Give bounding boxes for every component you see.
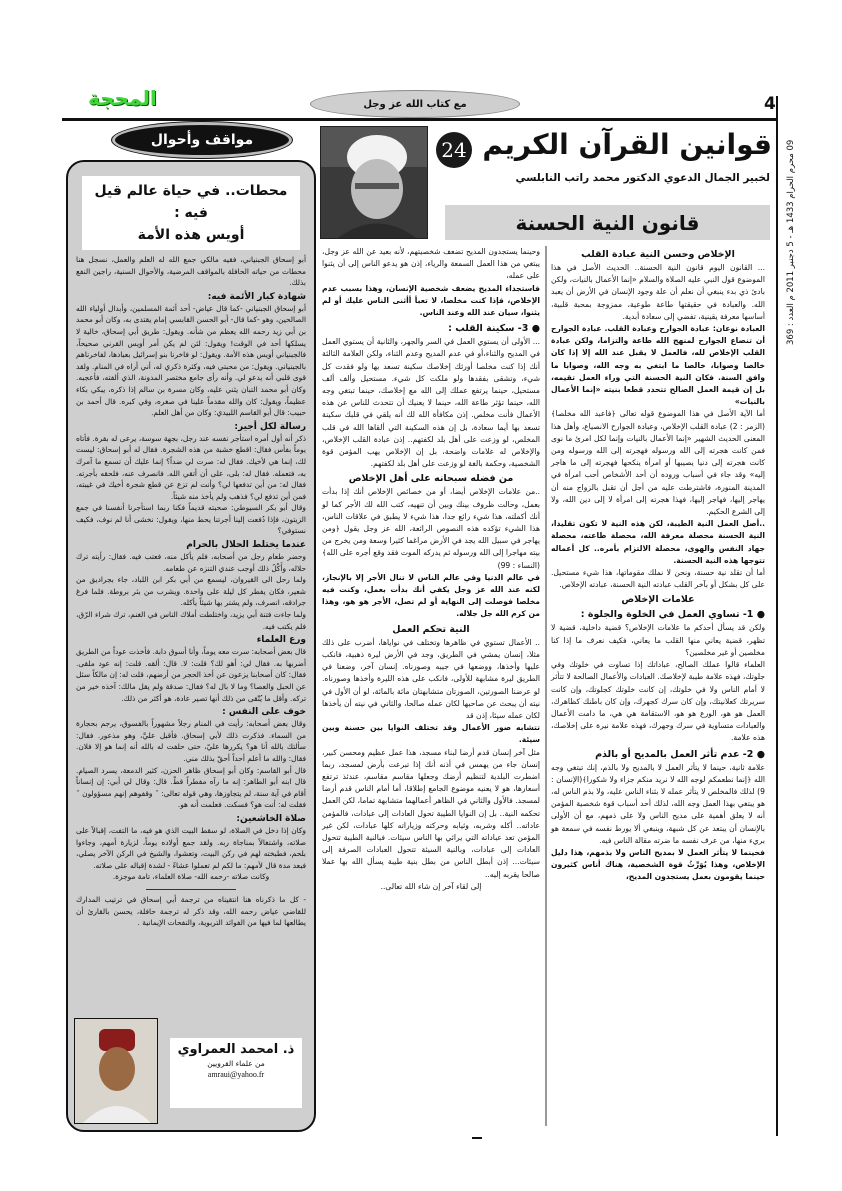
paragraph: ولما رحل الى القيروان، ليسمع من أبي بكر ابن اللباد، جاء بجراديق من شعير، فكان يفطر كل ليلة على واحدة. ويشرب من بئر بروطة. فلما فرغ جرادقه، انصرف، ولم يشتر بها شيئاً يأكله.	[76, 575, 306, 608]
writer-info	[170, 1038, 302, 1108]
paragraph: أبو إسحاق الجبنياني، فقيه مالكي جمع الله له العلم والعمل، نسجل هنا محطات من حياته الحافلة بالمواقف المرضية، والأحوال السنية، راجين النفع بذلك.	[76, 255, 306, 288]
masthead-logo: المحجة	[88, 86, 157, 110]
sidebar-box	[66, 160, 316, 1132]
writer-name: ذ. امحمد العمراوي	[177, 1042, 295, 1057]
portrait-icon	[321, 127, 428, 239]
subheading: عندما يختلط الحلال بالحرام	[186, 540, 306, 551]
series-number-badge: 24	[436, 132, 472, 168]
subheading: رسالة لكل أجير:	[234, 421, 306, 432]
subheading: علامات الإخلاص	[621, 594, 695, 606]
sidebar-subtitle: أويس هذه الأمة	[137, 227, 245, 243]
header-rule	[62, 118, 777, 121]
writer-card	[74, 1018, 302, 1124]
subheading: صلاة الخاشعين:	[236, 813, 306, 824]
end-mark	[472, 1137, 482, 1139]
series-title: قوانين القرآن الكريم	[482, 128, 772, 161]
writer-email[interactable]: amraui@yahoo.fr	[207, 1070, 265, 1079]
sidebar-section-label: مواقف وأحوال	[112, 122, 292, 158]
paragraph: ولكن قد يسأل أحدكم ما علامات الإخلاص؟ قضية داخلية، قضية لا تظهر، قضية يعاني منها القلب ما يعاني، فكيف نعرف ما إذا كنا مخلصين أو غير مخلصين؟	[551, 623, 765, 657]
subheading: الإخلاص وحسن النية عبادة القلب	[581, 249, 735, 260]
section-label: مع كتاب الله عز وجل	[310, 90, 520, 118]
article-title: قانون النية الحسنة	[445, 205, 770, 240]
sidebar-title-box	[82, 176, 300, 250]
paragraph: وحضر طعام رجل من أصحابه، فلم يأكل منه، فعتب فيه. فقال: رأيته ترك حلاله، وأَكْلُ ذلك أوجب عندي التنزه عن طعامه.	[76, 552, 306, 573]
paragraph: أما أن تقلد نية حسنة، ونحن لا نملك مقوماتها، هذا شيء مستحيل. على كل بشكل أو بآخر القلب عبادته النية الحسنة، عبادته الإخلاص.	[551, 568, 765, 590]
portrait-icon	[75, 1019, 158, 1124]
margin-rule	[776, 96, 778, 1136]
subheading: ● 3- سكينة القلب :	[448, 323, 540, 335]
paragraph: ... الأولى أن يستوي العمل في السر والجهر، والثانية أن يستوي العمل في المديح والثناء،أو في عدم المديح وعدم الثناء، ولكن العلامة الثالثة أنك إذا كنت مخلصا أورثك إخلاصك سكينة تسعد بها ولو فقدت كل شيء، وتشقى بفقدها ولو ملكت كل شيء. مستحيل وألف ألف مستحيل، حينما يرتفع عملك إلى الله مع إخلاصك، حينما تبتغي وجه الله، حينما تؤثر طاعة الله، حينما لا يعنيك أن تتحدث للناس عن هذه الأعمال فأنت مخلص. إذن مكافأة الله لك أنه يلقي في قلبك سكينة تسعد بها أيما سعادة، بل إن هذه السكينة التي ألقاها الله في قلب المخلص، لو وزعت على أهل بلد لكفتهم.. إذن عبادة القلب الإخلاص، والإخلاص له علامات واضحة، بل إن الإخلاص يهب المؤمن قوة الشخصية، وحكمة بالغة لو وزعت على أهل بلد لكفتهم.	[322, 337, 540, 469]
paragraph: فاستجداء المديح يضعف شخصية الإنسان، وهذا بسبب عدم الإخلاص، فإذا كنت مخلصا، لا تعبأ أأثنى الناس عليك أو لم يثنوا، سيان عند الله وعند الناس.	[322, 283, 540, 318]
paragraph: علامة ثانية، حينما لا يتأثر العمل لا بالمديح ولا بالذم، إنك تبتغي وجه الله ﴿إنما نطعمكم لوجه الله لا نريد منكم جزاء ولا شكورا﴾(الإنسان : 9) لذلك فالمخلص لا يتأثر عمله لا بثناء الناس عليه، ولا بذم الناس له، هو يبتغي بهذا العمل وجه الله، لذلك أحد أسباب قوة شخصية المؤمن أنه لا يعلق أهمية على مديح الناس ولا على ذمهم، مع أن الأولى بالإنسان أن يبتعد عن كل شبهة، وينبغي ألا يورط نفسه في سمعة هو بريء منها، من عرف نفسه ما ضرته مقالة الناس فيه.	[551, 762, 765, 845]
paragraph: العبادة نوعان: عبادة الجوارح وعبادة القلب. عبادة الجوارح أن تنصاع الجوارح لمنهج الله طاعة والتزاما، ولكن عبادة القلب الإخلاص لله، فالعمل لا يقبل عند الله إلا إذا كان خالصا وصوابا، خالصا ما ابتغي به وجه الله، وصوابا ما وافق السنة. فكان النية الحسنة التي وراء العمل تقيمه، بل إن قيمة العمل الصالح تتحدد قطعا بنيته «إنما الأعمال بالنيات»	[551, 324, 765, 407]
paragraph: وقال أبو بكر السيوطي: صحبته قديماً فكنا ربما استأجرنا أنفسنا في جمع الزيتون، فإذا دُفعت إلينا أجرتنا يحط منها، ويقول: نخشى أنا لم نوف، فكيف نستوفي؟	[76, 503, 306, 536]
writer-role: من علماء القرويين	[207, 1059, 265, 1068]
paragraph: ... القانون اليوم قانون النية الحسنة.. الحديث الأصل في هذا الموضوع قول النبي عليه الصلاة والسلام «إنما الأعمال بالنيات، ولكن بادئ ذي بدء ينبغي أن نعلم أن علة وجود الإنسان في الأرض أن يعبد الله. والعبادة في حقيقتها طاعة طوعية، ممزوجة بمحبة قلبية، أساسها معرفة يقينية، تفضي إلى سعادة أبدية.	[551, 263, 765, 321]
subheading: ● 1- تساوي العمل في الخلوة والجلوة :	[580, 609, 765, 621]
subheading: شهادة كبار الأئمة فيه:	[207, 291, 306, 302]
paragraph: العلماء قالوا عملك الصالح، عباداتك إذا تساوت في خلوتك وفي جلوتك، فهذه علامة طيبة لإخلاصك. العبادات والأعمال الصالحة لا تتأثر لا أمام الناس ولا في خلوتك، إن كانت خلوتك كجلوتك، وإن كانت سريرتك كعلانيتك، وإن كان سرك كجهرك، وإن كان باطنك كظاهرك، العمل هو هو، الورع هو هو، الاستقامة هي هي، ما دامت الأعمال والعبادات متساوية في سرك وجهرك، فهذه علامة نيرة على إخلاصك، هذه علامة.	[551, 660, 765, 743]
paragraph: ذكر أنه أول أمره استأجر نفسه عند رجل، بجهة سوسة، يرعى له بقرة. فأتاه يوماً بفأس فقال: اقطع خشبة من هذه الشجرة. فقال له أبو إسحاق: ليست لك، إنما هي لأخيك. فقال له: صرت لي ضداً؟ إنما عليك أن تسمع ما آمرك به، فتعمله. فقال له: بلى، على أن أتقي الله. فانصرف عنه، فلحقه بأجرته. فقال له: من أين تدفعها لي؟ وأنت لم تزع عن قطع شجرة أخيك في غيبته، فمن أين تدفع لي؟ فذهب ولم يأخذ منه شيئاً.	[76, 433, 306, 501]
subheading: من فضله سبحانه على أهل الإخلاص	[348, 473, 514, 485]
subheading: النية تحكم العمل	[392, 623, 470, 635]
author-photo	[320, 126, 428, 239]
paragraph: وكان إذا دخل في الصلاة، لو سقط البيت الذي هو فيه، ما التفت، إقبالاً على صلاته، واشتغالاً بمناجاة ربه. ولقد جمع أولاده يوماً، لزيارة أمهم، وجاءوا بلحم، فطبخته لهم في ركن البيت، وتعشوا، والشيخ في الركن الآخر يصلي، فبعد مدة قال لأمهم: ما لكم لم تعملوا عشاءً - لشدة إقباله على صلاته.	[76, 825, 306, 870]
paragraph: فحينما لا يتأثر العمل لا بمديح الناس ولا بذمهم، هذا دليل الإخلاص، وهذا يُوَرِّثُ قوة الشخصية، هناك أناس كثيرون حينما يقومون بعمل يستجدون المديح،	[551, 847, 765, 882]
paragraph: في عالم الدنيا وفي عالم الناس لا تنال الأجر إلا بالإنجاز، لكنه عند الله عز وجل يكفي أنك بدأت بعمل، وكنت فيه مخلصا فوصلت إلى النهاية أو لم تصل، الأجر هو هو، وهذا من كرم الله جل جلاله.	[322, 572, 540, 619]
paragraph: قال أبو القاسم: وكان أبو إسحاق ظاهر الحزن، كثير الدمعة، يسرد الصيام. قال ابنه أبو الطاهر: إنه ما رآه مفطراً قطّ. قال: وقال لي أبي: إن إنساناً أقام في آية سنة، لم يتجاوزها، وهي قوله تعالى: ˝ وقفوهم إنهم مسؤولون ˝ فقلت له: أنت هو؟ فسكت. فعلمت أنه هو.	[76, 765, 306, 810]
author-line: لخبير الجمال الدعوي الدكتور محمد راتب النابلسي	[515, 172, 770, 184]
sidebar-content	[76, 254, 306, 929]
paragraph: ..أصل العمل النية الطيبة، لكن هذه النية لا تكون تقليدا، النية الحسنة محصلة معرفة الله، محصلة طاعته، محصلة جهاد النفس والهوى، محصلة الالتزام بأمره.. كل أعماله تتوجها هذه النية الحسنة.	[551, 519, 765, 565]
article-column-middle	[322, 246, 540, 1126]
paragraph: مثل آخر إنسان قدم أرضا لبناء مسجد، هذا عمل عظيم ومحسن كبير، إنسان جاء من يهمس في أذنه أنك إذا تبرعت بأرض لمسجد، ربما اضطرت البلدية لتنظيم أرضك وجعلها مقاسم مقاسم، عندئذ ترتفع أسعارها، هو لا يعنيه موضوع الجامع إطلاقا، أما أمام الناس قدم أرضا لمسجد. فالأول والثاني في الظاهر أعمالهما متشابهة تماما، لكن العمل تحكمه النية.. بل إن النوايا الطيبة تحول العادات إلى عبادات، فالمؤمن عاداته.. أكله وشربه، وثيابه وحركته وزياراته كلها عبادات، لكن غير المؤمن تعد عباداته التي يرائي بها الناس سيئات. فبالنية الطيبة تتحول العادات إلى عبادات، وبالنية السيئة تتحول العبادات الصرفة إلى سيئات... إذن أبطل الناس من بطل بنية طيبة يسأل الله بها عملا صالحا يقربه إليه..	[322, 747, 540, 879]
separator	[146, 889, 236, 890]
paragraph: - كل ما ذكرناه هنا انتقيناه من ترجمة أبي إسحاق في ترتيب المدارك للقاضي عياض رحمه الله، وقد ذكر له ترجمة حافلة، يحسن بالقارئ أن يطالعها لما فيها من الفوائد التربوية، والنفحات الإيمانية .	[76, 894, 306, 928]
paragraph: أما الآية الأصل في هذا الموضوع قوله تعالى ﴿فاعبد الله مخلصا﴾(الزمر : 2) عبادة القلب الإخلاص، وعبادة الجوارح الانصياع، وأهل هذا المعنى الحديث الشهير «إنما الأعمال بالنيات وإنما لكل امرئ ما نوى فمن كانت هجرته إلى الله ورسوله فهجرته إلى الله ورسوله ومن كانت هجرته إلى دنيا يصيبها أو امرأة ينكحها فهجرته إلى ما هاجر إليه» وقد جاء في أسباب وروده أن أحد الأشخاص أحب امرأة في المدينة المنورة، فاشترطت عليه من أجل أن تقبل بالزواج منه أن يهاجر إليها، فهاجر إليها، فهذا هجرته إلى امرأة لا إلى دين الله، ولا إلى الشرع الحكيم.	[551, 409, 765, 517]
issue-date: 09 محرم الحرام 1433 هـ - 5 دجنبر 2011 م العدد : 369	[786, 140, 796, 346]
paragraph: وقال بعض أصحابه: رأيت في المنام رجلاً مشهوراً بالفسوق، يرجم بحجارة من السماء. فذكرت ذلك لأبي إسحاق. فأقبل عليَّ، وهو مذعور. فقال: سألتك بالله أنا هو؟ يكررها عليّ، حتى حلفت له بالله أنه إنما هو إلا فلان. فقال: والله ما أعلم أحداً أحقّ بذلك مني.	[76, 719, 306, 763]
article-column-right	[545, 246, 765, 1126]
sidebar-title: محطات.. في حياة عالم قيل فيه :	[94, 183, 288, 221]
subheading: خوف على النفس :	[222, 707, 306, 718]
page-number: 4	[764, 94, 776, 114]
paragraph: وكانت صلاته -رحمه الله- صلاة العلماء، تامة موجزة.	[112, 872, 270, 882]
paragraph: وحينما يستجدون المديح تضعف شخصيتهم، لأنه بعيد عن الله عز وجل، يبتغي من هذا العمل السمعة والرياء، إذن هو يدعو الناس إلى أن يثنوا على عمله،	[322, 247, 540, 281]
paragraph: إلى لقاء آخر إن شاء الله تعالى..	[380, 881, 482, 891]
subheading: ● 2- عدم تأثر العمل بالمديح أو بالذم	[595, 748, 765, 760]
paragraph: تتشابه صور الأعمال وقد تختلف النوايا بين حسنة وبين سيئة.	[322, 723, 540, 745]
subheading: ورع العلماء	[256, 635, 306, 646]
writer-photo	[74, 1018, 158, 1124]
paragraph: .. الأعمال تستوي في ظاهرها وتختلف في نواياها، أضرب على ذلك مثلا، إنسان يمشي في الطريق، وجد في الأرض ليرة ذهبية، فانكب عليها وأخذها، ووضعها في جيبه وصورناه. إنسان آخر، وضعنا في الطريق ليرة مشابهة للأولى، فانكب على هذه الليرة وأخذها وصورناه. لو عرضنا الصورتين، الصورتان متشابهتان مائة بالمائة، لو أن الأول في نيته أن يبحث عن صاحبها لكان عمله صالحا، والثاني في نيته أن يأخذها لكان عمله سيئا، إذن قد	[322, 637, 540, 720]
paragraph: قال بعض أصحابه: سرت معه يوماً، وأنا أسوق دابة. فأخذت عوداً من الطريق أضربها به. فقال لي: أهو لك؟ قلت: لا. قال: ألقه. قلت: إنه عود ملقى. فقال: كان أصحابنا يزعون عن أخذ الحجر من أرضهم، قلت له: إن مالكاً سئل عن الحبل والعصا؟ وما لا بال له؟ فقال: صدقة ولم يقل مالك: آخذه خير من تركه. وأقل ما يُتّقى من ذلك أنها تصير عادة، هو أكثر من ذلك.	[76, 647, 306, 703]
paragraph: ولما جاءت فتنة أبي يزيد، واختلطت أملاك الناس في الغنم، ترك شراء الرّق، فلم يكتب فيه.	[76, 610, 306, 631]
paragraph: أبو إسحاق الجبنياني -كما قال عياض- أحد أئمة المسلمين، وأبدال أولياء الله الصالحين، وهو -كما قال- أبو الحسن القابسي إمام يقتدى به، وكان أبو محمد بن أبي زيد رحمه الله يعظم من شأنه. ويقول: طريق أبي إسحاق، خالية لا يسلكها أحد في الوقت! ويقول: لئن لم يكن أمر أويس القرني صحيحاً، فالجبنياني أويس هذه الأمة. ويقول: لو فاخرنا بنو إسرائيل بعبادها، لفاخرناهم بالجبنياني. ويقول: من محبتي فيه، وكثرة ذكري له، أني أراه في المنام. ولقد قوى قلبي أنه يدعو لي. وأنه رأى جامع مختصر المدونة، الذي ألفته، فأعجبه. وكان أبو محمد التبان يثني عليه، وكان مسرة بن سالم إذا ذكره، يبكي بكاء عظيماً، ويقول: كان والله مقدماً علينا في صغره، وفي كبره. قال أحمد بن حبيب: قال أبو القاسم اللبيدي: وكان من أهل العلم.	[76, 303, 306, 418]
paragraph: ..من علامات الإخلاص أيضا، أو من خصائص الإخلاص أنك إذا بدأت بعمل، وحالت ظروف بينك وبين أن تنهيه، كتب الله لك الأجر كما لو أنك أكملته، هذا شيء رائع جدا، هذا شيء لا يطبق في علاقات الناس، هذا الشيء تؤكده هذه النصوص الرائعة، الله عز وجل يقول ﴿ومن يهاجر في سبيل الله يجد في الأرض مراغما كثيرا وسعة ومن يخرج من بيته مهاجرا إلى الله ورسوله ثم يدركه الموت فقد وقع أجره على الله﴾(النساء : 99)	[322, 487, 540, 570]
